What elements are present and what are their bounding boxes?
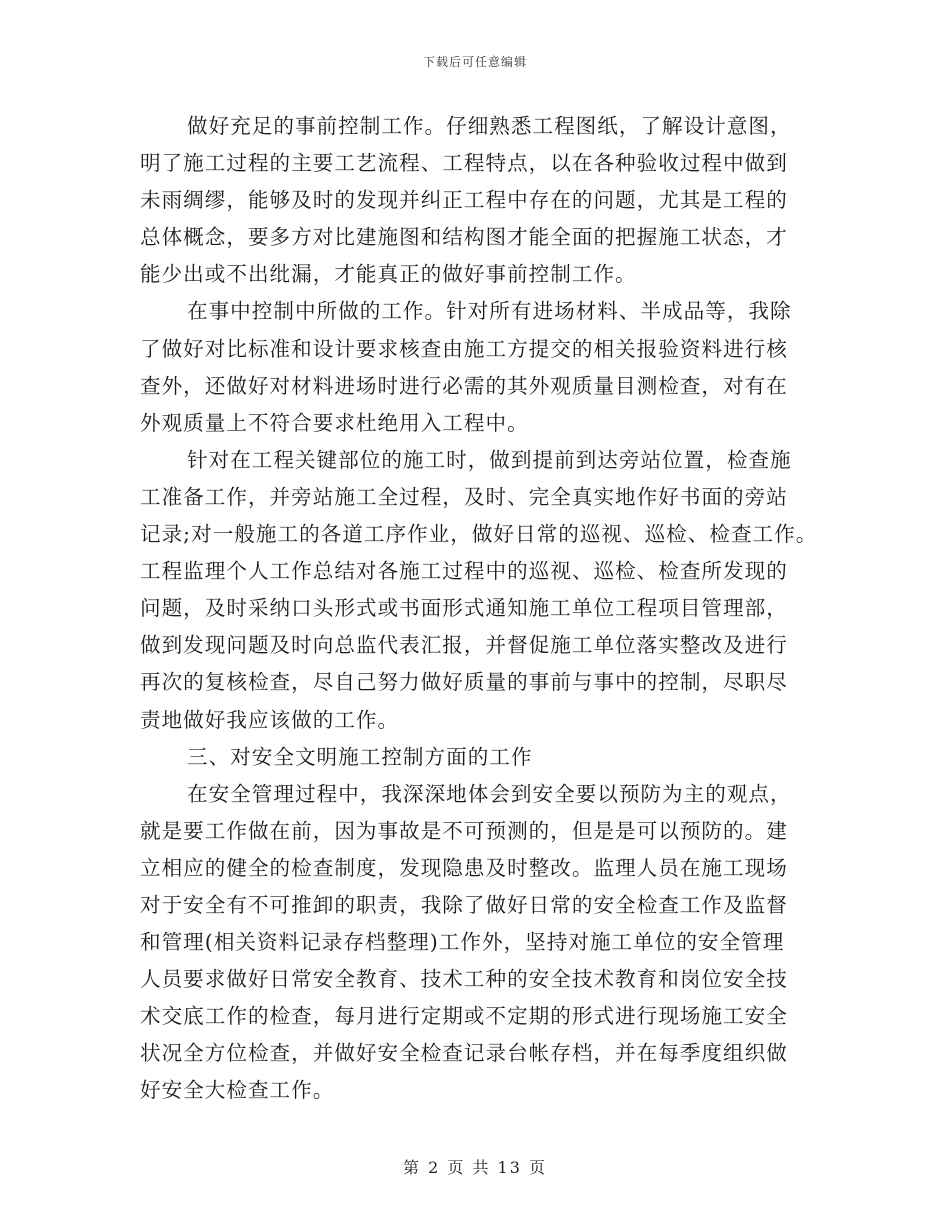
text-line: 针对在工程关键部位的施工时，做到提前到达旁站位置，检查施 [187,447,792,472]
text-line: 责地做好我应该做的工作。 [140,707,400,732]
page-header: 下载后可任意编辑 [422,55,527,69]
text-line: 记录;对一般施工的各道工序作业，做好日常的巡视、巡检、检查工作。 [140,522,818,547]
text-line: 三、对安全文明施工控制方面的工作 [187,744,533,769]
text-line: 明了施工过程的主要工艺流程、工程特点，以在各种验收过程中做到 [140,151,788,176]
text-line: 问题，及时采纳口头形式或书面形式通知施工单位工程项目管理部， [140,596,788,621]
text-line: 状况全方位检查，并做好安全检查记录台帐存档，并在每季度组织做 [140,1041,788,1066]
page-number-footer: 第 2 页 共 13 页 [403,1158,547,1177]
text-line: 未雨绸缪，能够及时的发现并纠正工程中存在的问题，尤其是工程的 [140,188,788,213]
text-line: 术交底工作的检查，每月进行定期或不定期的形式进行现场施工安全 [140,1004,788,1029]
text-line: 在事中控制中所做的工作。针对所有进场材料、半成品等，我除 [187,299,792,324]
text-line: 立相应的健全的检查制度，发现隐患及时整改。监理人员在施工现场 [140,855,788,880]
text-line: 总体概念，要多方对比建施图和结构图才能全面的把握施工状态，才 [140,225,788,250]
document-body [140,108,820,1110]
text-line: 了做好对比标准和设计要求核查由施工方提交的相关报验资料进行核 [140,336,788,361]
text-line: 好安全大检查工作。 [140,1078,335,1103]
text-line: 做好充足的事前控制工作。仔细熟悉工程图纸，了解设计意图， [187,114,792,138]
text-line: 查外，还做好对材料进场时进行必需的其外观质量目测检查，对有在 [140,373,788,398]
text-line: 再次的复核检查，尽自己努力做好质量的事前与事中的控制，尽职尽 [140,670,788,695]
text-line: 做到发现问题及时向总监代表汇报，并督促施工单位落实整改及进行 [140,633,788,658]
text-line: 在安全管理过程中，我深深地体会到安全要以预防为主的观点， [187,781,792,806]
text-line: 外观质量上不符合要求杜绝用入工程中。 [140,410,529,435]
text-line: 对于安全有不可推卸的职责，我除了做好日常的安全检查工作及监督 [140,892,788,917]
text-line: 工准备工作，并旁站施工全过程，及时、完全真实地作好书面的旁站 [140,484,788,509]
text-line: 人员要求做好日常安全教育、技术工种的安全技术教育和岗位安全技 [140,967,788,992]
text-line: 和管理(相关资料记录存档整理)工作外，坚持对施工单位的安全管理 [140,930,785,955]
text-line: 工程监理个人工作总结对各施工过程中的巡视、巡检、检查所发现的 [140,559,788,584]
text-line: 就是要工作做在前，因为事故是不可预测的，但是是可以预防的。建 [140,818,788,843]
text-line: 能少出或不出纰漏，才能真正的做好事前控制工作。 [140,262,637,287]
